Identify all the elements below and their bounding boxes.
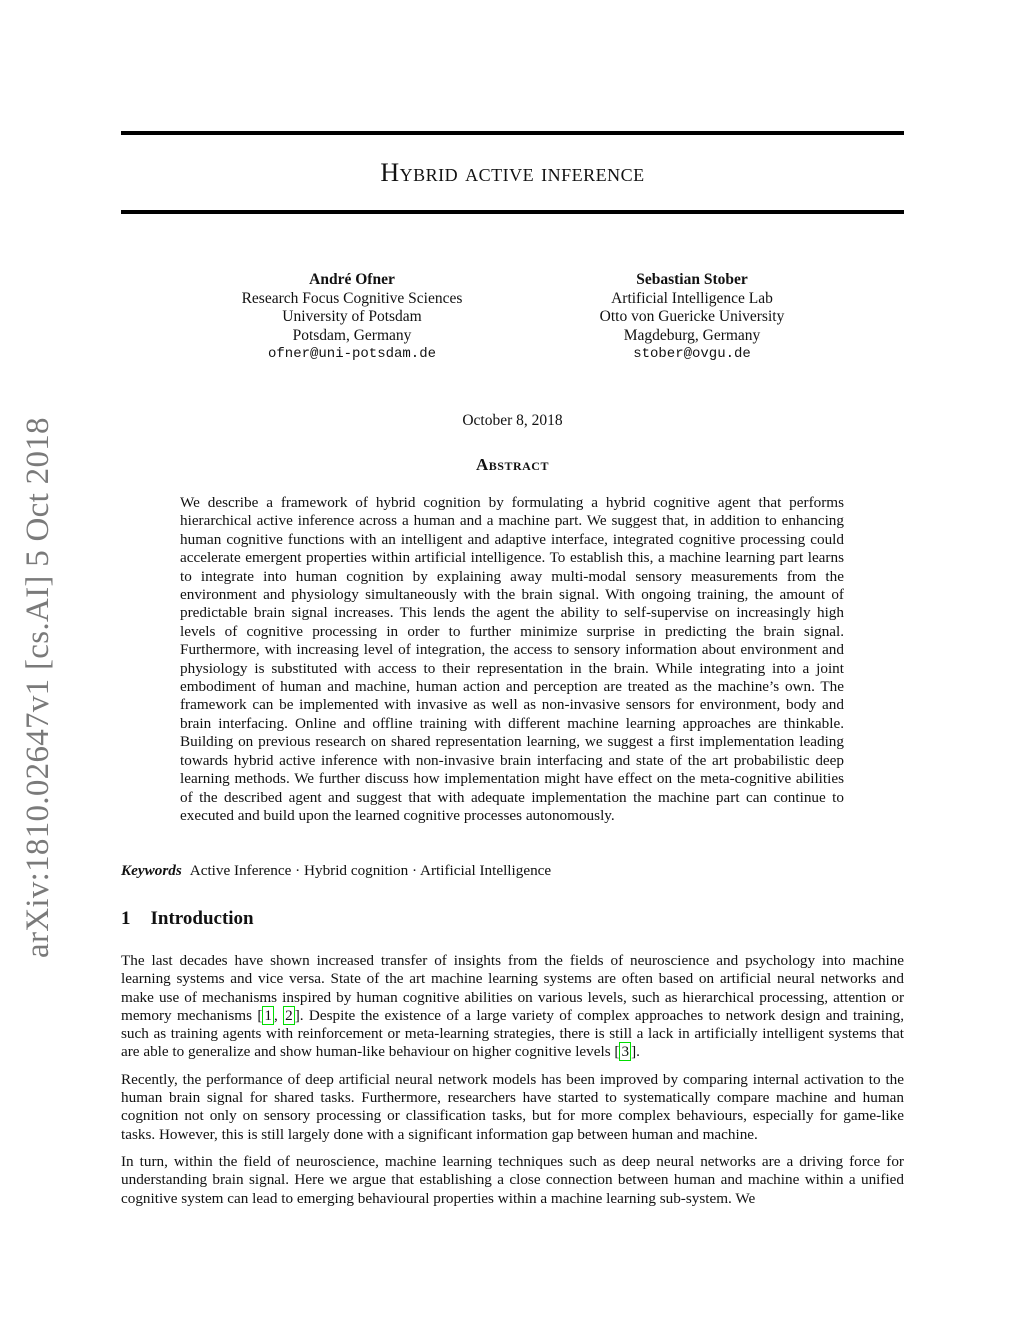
citation-separator: ,: [274, 1006, 284, 1024]
author-name: André Ofner: [309, 271, 395, 288]
citation-link[interactable]: 1: [264, 1006, 272, 1024]
paragraph-text: ].: [631, 1043, 640, 1061]
keywords-line: [121, 862, 904, 880]
author-location: Magdeburg, Germany: [623, 326, 761, 344]
title-rule-bottom: [121, 210, 904, 214]
author-block-2: [552, 271, 832, 364]
arxiv-identifier-stamp: arXiv:1810.02647v1 [cs.AI] 5 Oct 2018: [20, 417, 56, 958]
section-number: 1: [121, 908, 131, 929]
abstract-heading: Abstract: [476, 455, 549, 474]
author-email[interactable]: ofner@uni-potsdam.de: [267, 346, 437, 362]
publication-date: October 8, 2018: [462, 412, 563, 429]
paragraph-text: ]. Despite the existence of a large variety of complex approaches to network design and training, such as training agents with reinforcement or meta-learning strategies, there is still a lack in artificially intelligent systems that are able to generalize and show human-like behaviour on higher cognitive levels [: [121, 1006, 905, 1061]
citation-link[interactable]: 2: [285, 1006, 293, 1024]
author-email[interactable]: stober@ovgu.de: [633, 346, 751, 362]
section-heading: [121, 908, 254, 930]
author-block-1: [212, 271, 492, 364]
paragraph-2: Recently, the performance of deep artificial neural network models has been improved by comparing internal activation to the human brain signal for shared tasks. Furthermore, researchers have started to systematically compare machine and human cognition not only on sensory processing or classification tasks, but for more complex behaviours, especially for game-like tasks. However, this is still largely done with a significant information gap between human and machine.: [121, 1070, 904, 1143]
author-institution: University of Potsdam: [282, 308, 422, 325]
keywords-list: Active Inference · Hybrid cognition · Artificial Intelligence: [189, 862, 552, 879]
author-institution: Otto von Guericke University: [599, 308, 785, 325]
paragraph-1: [121, 952, 904, 1062]
author-location: Potsdam, Germany: [292, 326, 412, 344]
paper-title: Hybrid active inference: [380, 158, 645, 187]
paragraph-text: The last decades have shown increased transfer of insights from the fields of neuroscience and psychology into machine learning systems and vice versa. State of the art machine learning systems are often based on artificial neural networks and make use of mechanisms inspired by human cognitive abilities on various levels, such as hierarchical processing, attention or memory mechanisms [: [121, 952, 904, 1024]
citation-link[interactable]: 3: [621, 1043, 630, 1061]
paragraph-3: In turn, within the field of neuroscience, machine learning techniques such as deep neural networks are a driving force for understanding brain signal. Here we argue that establishing a close connection between human and machine within a unified cognitive system can lead to emerging behavioural properties within a machine learning sub-system. We: [121, 1152, 904, 1207]
title-rule-top: [121, 131, 904, 135]
author-affiliation: Artificial Intelligence Lab: [611, 289, 773, 307]
section-body: [121, 952, 904, 1217]
author-affiliation: Research Focus Cognitive Sciences: [241, 289, 463, 307]
keywords-label: Keywords: [121, 862, 182, 879]
author-name: Sebastian Stober: [636, 271, 748, 288]
section-title: Introduction: [150, 908, 254, 929]
abstract-text: We describe a framework of hybrid cognition by formulating a hybrid cognitive agent that performs hierarchical active inference across a human and a machine part. We suggest that, in addition to enhancing human cognitive functions with an intelligent and adaptive interface, integrated cognitive processing could accelerate emergent properties within artificial intelligence. To establish this, a machine learning part learns to integrate into human cognition by explaining away multi-modal sensory measurements from the environment and physiology simultaneously with the brain signal. With ongoing training, the amount of predictable brain signal increases. This lends the agent the ability to self-supervise on increasingly high levels of cognitive processing in order to further minimize surprise in predicting the brain signal. Furthermore, with increasing level of integration, the access to sensory information about environment and physiology is substituted with access to their representation in the brain. While integrating into a joint embodiment of human and machine, human action and perception are treated as the machine’s own. The framework can be implemented with invasive as well as non-invasive sensors for environment, body and brain interfacing. Online and offline training with different machine learning approaches are thinkable. Building on previous research on shared representation learning, we suggest a first implementation leading towards hybrid active inference with non-invasive brain interfacing and state of the art probabilistic deep learning methods. We further discuss how implementation might have effect on the meta-cognitive abilities of the described agent and suggest that with adequate implementation the machine part can continue to executed and build upon the learned cognitive processes autonomously.: [180, 494, 844, 824]
